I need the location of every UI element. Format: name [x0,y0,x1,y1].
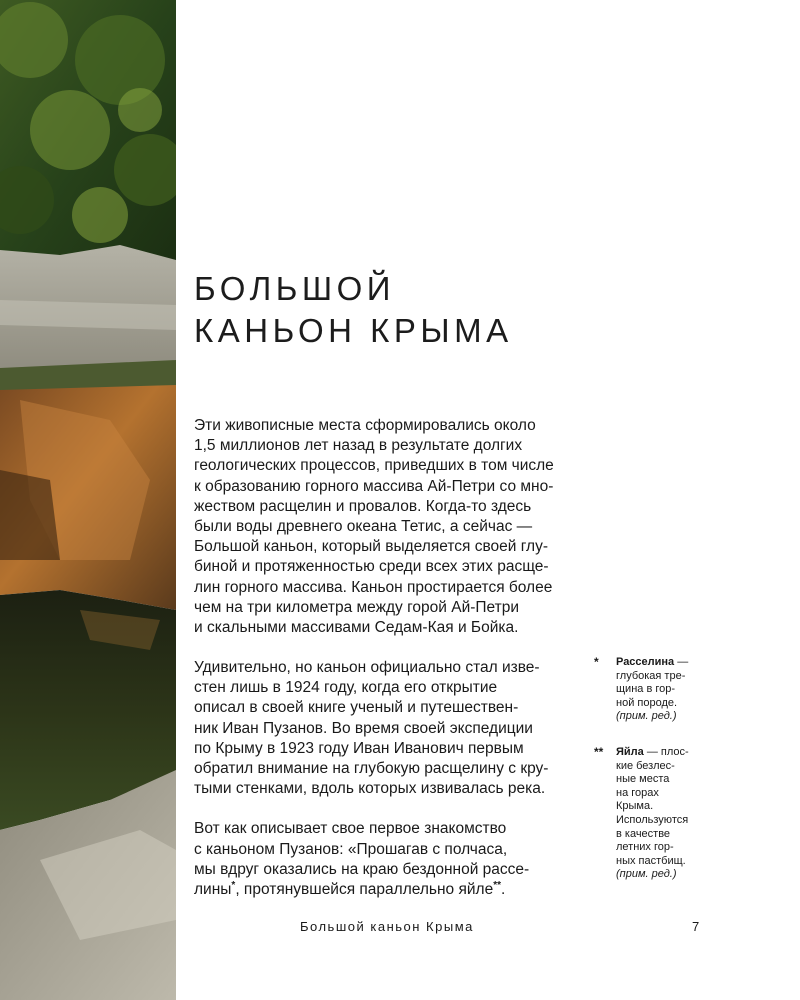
text-line: 1,5 миллионов лет назад в результате долгих [194,437,523,455]
text-line: жеством расщелин и провалов. Когда-то здесь [194,497,532,515]
footnote-text: Используются [616,813,689,826]
footnote-text: на горах [616,786,659,799]
paragraph [194,658,574,799]
text-line: описал в своей книге ученый и путешествен- [194,699,519,717]
footnote-text: кие безлес- [616,759,675,772]
paragraph [194,819,574,900]
text-fragment: лины [194,880,232,898]
text-line: и скальными массивами Седам-Кая и Бойка. [194,618,519,636]
text-line: тыми стенками, вдоль которых извивалась река. [194,780,546,798]
text-line: лин горного массива. Каньон простирается более [194,578,553,596]
footnote-text: — плос- [643,745,689,758]
footnote-mark: * [594,655,599,669]
text-line: Удивительно, но каньон официально стал изве- [194,659,540,677]
text-line: по Крыму в 1923 году Иван Иванович первым [194,739,524,757]
footnote-text: летних гор- [616,841,674,854]
footnote-editor-note: (прим. ред.) [616,710,677,723]
footnote-text: ной породе. [616,696,678,709]
footnote-mark: ** [594,744,604,759]
canyon-photo [0,0,176,1000]
text-line: геологических процессов, приведших в том числе [194,457,554,475]
paragraph [194,416,574,638]
footnote-term: Расселина [616,656,675,668]
footnote [594,656,704,724]
footnote-term: Яйла [616,745,644,758]
text-line: чем на три километра между горой Ай-Петри [194,598,520,616]
footnote-mark-1: * [231,879,236,891]
footnote-text: в качестве [616,827,671,840]
footnote-text: — [674,656,689,668]
text-fragment: , протянувшейся параллельно яйле [235,880,494,898]
chapter-title-line-1: БОЛЬШОЙ [194,270,396,307]
text-line: были воды древнего океана Тетис, а сейчас — [194,517,533,535]
footnote [594,746,704,882]
text-line-with-footnote-marks [194,880,574,900]
running-title: Большой каньон Крыма [300,919,474,934]
footnote-mark-2: ** [493,879,501,891]
footnotes [594,656,704,904]
text-line: стен лишь в 1924 году, когда его открытие [194,679,498,697]
page-number: 7 [692,919,700,934]
body-text [194,416,574,920]
text-line: к образованию горного массива Ай-Петри со мно- [194,477,554,495]
text-line: обратил внимание на глубокую расщелину с кру- [194,760,549,777]
text-line: мы вдруг оказались на краю бездонной рассе- [194,860,530,878]
footnote-editor-note: (прим. ред.) [616,868,677,881]
text-line: Эти живописные места сформировались около [194,417,536,434]
chapter-title-line-2: КАНЬОН КРЫМА [194,312,513,349]
text-fragment: . [501,880,506,898]
footnote-text: Крыма. [616,800,654,813]
text-line: с каньоном Пузанов: «Прошагав с полчаса, [194,840,508,858]
text-line: Вот как описывает свое первое знакомство [194,820,507,838]
footnote-text: щина в гор- [616,683,676,696]
chapter-title [194,268,513,352]
footnote-text: ных пастбищ. [616,854,686,867]
text-line: ник Иван Пузанов. Во время своей экспедиции [194,719,533,737]
text-line: биной и протяженностью среди всех этих расще- [194,558,549,576]
footnote-text: глубокая тре- [616,669,686,682]
footnote-text: ные места [616,773,670,786]
text-line: Большой каньон, который выделяется своей глу- [194,538,548,556]
